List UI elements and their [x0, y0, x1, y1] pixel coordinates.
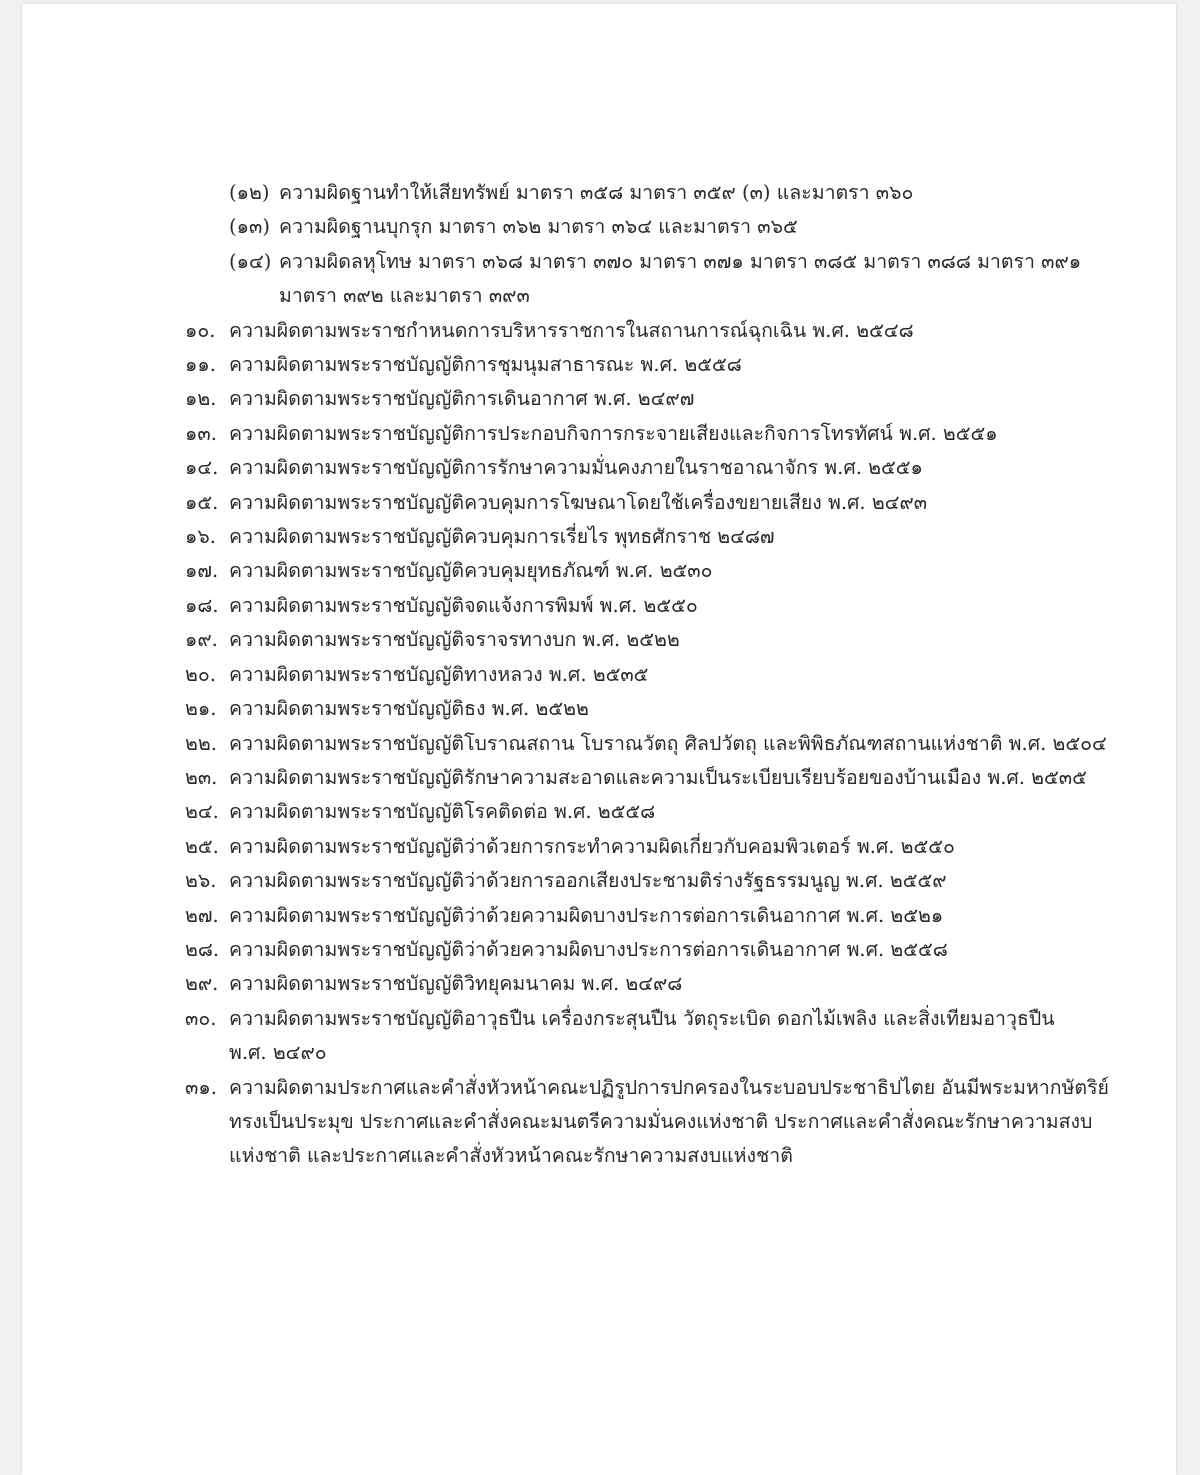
list-item-number: ๒๐.	[185, 662, 216, 686]
list-item-text: ความผิดตามพระราชบัญญัติโรคติดต่อ พ.ศ. ๒๕๕๘	[229, 800, 656, 824]
list-item-text: ความผิดตามพระราชบัญญัติควบคุมการโฆษณาโดยใช้เครื่องขยายเสียง พ.ศ. ๒๔๙๓	[229, 490, 928, 514]
list-item-text: ความผิดตามพระราชบัญญัติว่าด้วยการกระทำความผิดเกี่ยวกับคอมพิวเตอร์ พ.ศ. ๒๕๕๐	[229, 834, 955, 858]
list-item-text: ความผิดตามพระราชกำหนดการบริหารราชการในสถานการณ์ฉุกเฉิน พ.ศ. ๒๕๔๘	[229, 318, 914, 342]
list-item-number: ๑๔.	[185, 456, 219, 480]
sub-item-number: (๑๔)	[229, 249, 272, 273]
list-item-number: ๒๗.	[185, 903, 219, 927]
sub-item-13	[22, 210, 1176, 244]
list-item-number: ๑๘.	[185, 593, 219, 617]
list-item-29	[22, 967, 1176, 1001]
list-item-number: ๓๐.	[185, 1006, 217, 1030]
sub-item-14	[22, 245, 1176, 279]
list-item-13	[22, 417, 1176, 451]
list-item-text: ความผิดตามพระราชบัญญัติควบคุมการเรี่ยไร พุทธศักราช ๒๔๘๗	[229, 525, 775, 549]
list-item-22	[22, 727, 1176, 761]
list-item-text: ความผิดตามพระราชบัญญัติการรักษาความมั่นคงภายในราชอาณาจักร พ.ศ. ๒๕๕๑	[229, 456, 923, 480]
list-item-number: ๒๘.	[185, 937, 220, 961]
list-item-24	[22, 795, 1176, 829]
list-item-text: ความผิดตามพระราชบัญญัติจราจรทางบก พ.ศ. ๒๕๒๒	[229, 628, 680, 652]
list-item-18	[22, 589, 1176, 623]
list-item-text: ความผิดตามพระราชบัญญัติควบคุมยุทธภัณฑ์ พ.ศ. ๒๕๓๐	[229, 559, 713, 583]
list-item-10	[22, 314, 1176, 348]
list-item-text: ความผิดตามพระราชบัญญัติทางหลวง พ.ศ. ๒๕๓๕	[229, 662, 649, 686]
list-item-number: ๑๗.	[185, 559, 219, 583]
list-item-number: ๑๒.	[185, 387, 217, 411]
list-item-text: ความผิดตามพระราชบัญญัติจดแจ้งการพิมพ์ พ.ศ. ๒๕๕๐	[229, 593, 698, 617]
list-item-12	[22, 382, 1176, 416]
list-item-number: ๑๑.	[185, 353, 216, 377]
list-item-number: ๒๕.	[185, 834, 219, 858]
list-item-number: ๒๒.	[185, 731, 217, 755]
list-item-text: ความผิดตามประกาศและคำสั่งหัวหน้าคณะปฏิรูปการปกครองในระบอบประชาธิปไตย อันมีพระมหากษัตริย์	[229, 1075, 1109, 1099]
list-item-number: ๑๓.	[185, 421, 217, 445]
list-item-number: ๒๔.	[185, 800, 219, 824]
list-item-19	[22, 623, 1176, 657]
list-item-text: ความผิดตามพระราชบัญญัติการเดินอากาศ พ.ศ. ๒๔๙๗	[229, 387, 695, 411]
list-item-11	[22, 348, 1176, 382]
list-item-text: ความผิดตามพระราชบัญญัติโบราณสถาน โบราณวัตถุ ศิลปวัตถุ และพิพิธภัณฑสถานแห่งชาติ พ.ศ. ๒๕๐๔	[229, 731, 1107, 755]
list-item-15	[22, 486, 1176, 520]
list-item-continuation: แห่งชาติ และประกาศและคำสั่งหัวหน้าคณะรักษาความสงบแห่งชาติ	[229, 1144, 793, 1168]
list-item-continuation: พ.ศ. ๒๔๙๐	[229, 1041, 327, 1065]
list-item-number: ๑๕.	[185, 490, 219, 514]
list-item-30	[22, 1002, 1176, 1036]
list-item-text: ความผิดตามพระราชบัญญัติว่าด้วยการออกเสียงประชามติร่างรัฐธรรมนูญ พ.ศ. ๒๕๕๙	[229, 869, 947, 893]
document-body	[22, 176, 1176, 1174]
list-item-14	[22, 451, 1176, 485]
sub-item-text: ความผิดฐานบุกรุก มาตรา ๓๖๒ มาตรา ๓๖๔ และมาตรา ๓๖๕	[279, 215, 798, 239]
list-item-21	[22, 692, 1176, 726]
list-item-number: ๑๐.	[185, 318, 216, 342]
list-item-text: ความผิดตามพระราชบัญญัติรักษาความสะอาดและความเป็นระเบียบเรียบร้อยของบ้านเมือง พ.ศ. ๒๕๓๕	[229, 765, 1087, 789]
sub-item-text: ความผิดลหุโทษ มาตรา ๓๖๘ มาตรา ๓๗๐ มาตรา ๓๗๑ มาตรา ๓๘๕ มาตรา ๓๘๘ มาตรา ๓๙๑	[279, 249, 1082, 273]
list-item-text: ความผิดตามพระราชบัญญัติการชุมนุมสาธารณะ พ.ศ. ๒๕๕๘	[229, 353, 742, 377]
list-item-text: ความผิดตามพระราชบัญญัติว่าด้วยความผิดบางประการต่อการเดินอากาศ พ.ศ. ๒๕๒๑	[229, 903, 944, 927]
list-item-number: ๓๑.	[185, 1075, 217, 1099]
list-item-number: ๒๑.	[185, 697, 217, 721]
sub-item-number: (๑๒)	[229, 181, 270, 204]
list-item-text: ความผิดตามพระราชบัญญัติอาวุธปืน เครื่องกระสุนปืน วัตถุระเบิด ดอกไม้เพลิง และสิ่งเทียมอาวุธปืน	[229, 1006, 1055, 1030]
sub-item-12	[22, 176, 1176, 210]
list-item-continuation: ทรงเป็นประมุข ประกาศและคำสั่งคณะมนตรีความมั่นคงแห่งชาติ ประกาศและคำสั่งคณะรักษาความสงบ	[229, 1109, 1093, 1133]
list-item-text: ความผิดตามพระราชบัญญัติการประกอบกิจการกระจายเสียงและกิจการโทรทัศน์ พ.ศ. ๒๕๕๑	[229, 421, 998, 445]
list-item-number: ๑๙.	[185, 628, 218, 652]
list-item-number: ๒๙.	[185, 972, 219, 996]
list-item-number: ๒๓.	[185, 765, 218, 789]
list-item-27	[22, 899, 1176, 933]
sub-item-number: (๑๓)	[229, 215, 270, 239]
list-item-text: ความผิดตามพระราชบัญญัติวิทยุคมนาคม พ.ศ. ๒๔๙๘	[229, 972, 683, 996]
list-item-28	[22, 933, 1176, 967]
list-item-25	[22, 830, 1176, 864]
sub-item-continuation: มาตรา ๓๙๒ และมาตรา ๓๙๓	[279, 284, 530, 308]
list-item-16	[22, 520, 1176, 554]
list-item-text: ความผิดตามพระราชบัญญัติว่าด้วยความผิดบางประการต่อการเดินอากาศ พ.ศ. ๒๕๕๘	[229, 937, 948, 961]
list-item-23	[22, 761, 1176, 795]
list-item-20	[22, 658, 1176, 692]
list-item-number: ๑๖.	[185, 525, 216, 549]
list-item-number: ๒๖.	[185, 869, 217, 893]
list-item-17	[22, 554, 1176, 588]
sub-item-text: ความผิดฐานทำให้เสียทรัพย์ มาตรา ๓๕๘ มาตรา ๓๕๙ (๓) และมาตรา ๓๖๐	[279, 181, 914, 204]
list-item-31	[22, 1071, 1176, 1105]
list-item-26	[22, 864, 1176, 898]
list-item-text: ความผิดตามพระราชบัญญัติธง พ.ศ. ๒๕๒๒	[229, 697, 589, 721]
document-page	[22, 4, 1176, 1475]
